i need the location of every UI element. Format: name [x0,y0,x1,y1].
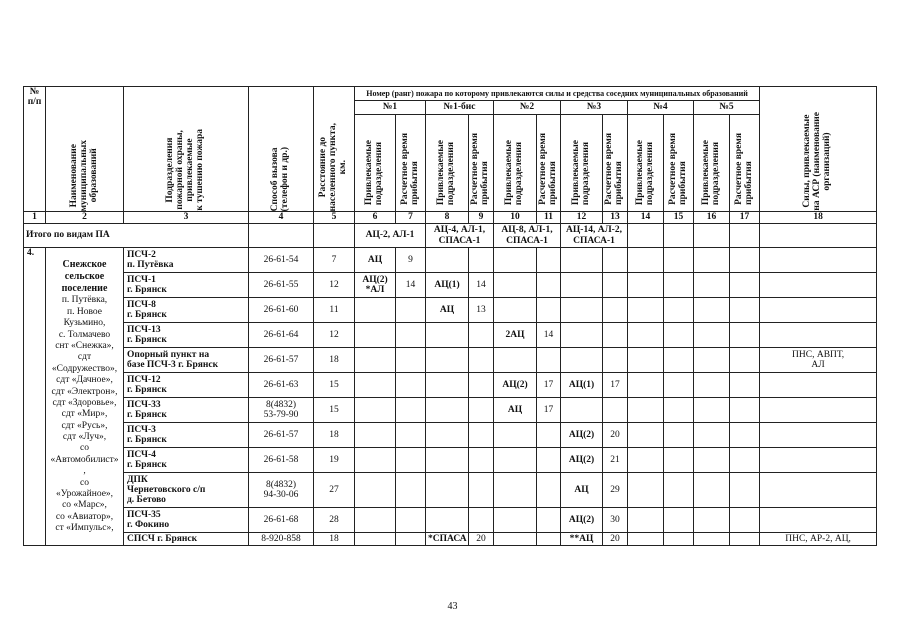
header-rank-group: Номер (ранг) пожара по которому привлекаются силы и средства соседних муниципальных образований [355,87,760,101]
header-rank-3: №3 [561,101,628,114]
sub-units-2: Привлекаемые подразделения [494,114,537,211]
fire-response-table [23,86,877,546]
table-row: 4. Снежское сельское поселение п. Путёвка, п. Новое Кузьмино, с. Толмачево снт «Снежка», сдт «Содружество», сдт «Дачное», сдт «Электрон», сдт «Здоровье», сдт «Мир», сдт «Русь», сдт «Луч», со «Автомобилист» , со «Урожайное», со «Марс», со «Авиатор», ст «Импульс», ПСЧ-2 п. Путёвка 26-61-54 7 АЦ 9 [24,248,877,273]
header-rank-1bis: №1-бис [426,101,494,114]
sub-time-4: Расчетное время прибытия [664,114,694,211]
totals-rank-1: АЦ-2, АЛ-1 [355,224,426,248]
column-numbers-row: 1 2 3 4 5 6 7 8 9 10 11 12 13 14 15 16 17 18 [24,212,877,224]
totals-label: Итого по видам ПА [24,224,249,248]
page-number: 43 [447,601,458,612]
table-row: ДПК Чернетовского с/п д. Бетово 8(4832) 94-30-06 27 АЦ 29 [24,473,877,508]
sub-units-3: Привлекаемые подразделения [561,114,603,211]
table-row: ПСЧ-12 г. Брянск 26-61-63 15 АЦ(2) 17 АЦ(1) 17 [24,373,877,398]
header-rank-2: №2 [494,101,561,114]
header-call-method: Способ вызова (телефон и др.) [249,87,314,212]
table-row: ПСЧ-4 г. Брянск 26-61-58 19 АЦ(2) 21 [24,448,877,473]
header-rank-4: №4 [628,101,694,114]
sub-time-1bis: Расчетное время прибытия [469,114,494,211]
sub-units-1bis: Привлекаемые подразделения [426,114,469,211]
table-row: Опорный пункт на базе ПСЧ-3 г. Брянск 26-61-57 18 ПНС, АВПТ, АЛ [24,348,877,373]
sub-time-2: Расчетное время прибытия [537,114,561,211]
sub-time-5: Расчетное время прибытия [730,114,760,211]
table-row: СПСЧ г. Брянск 8-920-858 18 *СПАСА 20 **АЦ 20 ПНС, АР-2, АЦ, [24,533,877,546]
sub-time-1: Расчетное время прибытия [396,114,426,211]
sub-time-3: Расчетное время прибытия [603,114,628,211]
municipality-settlements: п. Путёвка, п. Новое Кузьмино, с. Толмачево снт «Снежка», сдт «Содружество», сдт «Дачное», сдт «Электрон», сдт «Здоровье», сдт «Мир», сдт «Русь», сдт «Луч», со «Автомобилист» , со «Урожайное», со «Марс», со «Авиатор», ст «Импульс», [50,295,119,534]
header-rank-5: №5 [694,101,760,114]
municipality-title: Снежское сельское поселение [61,259,108,295]
table-row: ПСЧ-8 г. Брянск 26-61-60 11 АЦ 13 [24,298,877,323]
sub-units-4: Привлекаемые подразделения [628,114,664,211]
sub-units-1: Привлекаемые подразделения [355,114,396,211]
municipality-cell [46,248,124,546]
table-row: ПСЧ-33 г. Брянск 8(4832) 53-79-90 15 АЦ 17 [24,398,877,423]
totals-row [24,224,877,248]
header-municipality: Наименование муниципальных образований [46,87,124,212]
table-row: ПСЧ-1 г. Брянск 26-61-55 12 АЦ(2) *АЛ 14 АЦ(1) 14 [24,273,877,298]
header-distance: Расстояние до населенного пункта, км. [314,87,355,212]
table-row: ПСЧ-3 г. Брянск 26-61-57 18 АЦ(2) 20 [24,423,877,448]
sub-units-5: Привлекаемые подразделения [694,114,730,211]
header-asr: Силы, привлекаемые на АСР (наименование организаций) [760,87,877,212]
totals-rank-3: АЦ-14, АЛ-2, СПАСА-1 [561,224,628,248]
header-units: Подразделения пожарной охраны, привлекаемые к тушению пожара [124,87,249,212]
header-rank-1: №1 [355,101,426,114]
table-row: ПСЧ-13 г. Брянск 26-61-64 12 2АЦ 14 [24,323,877,348]
table-row: ПСЧ-35 г. Фокино 26-61-68 28 АЦ(2) 30 [24,508,877,533]
totals-rank-1bis: АЦ-4, АЛ-1, СПАСА-1 [426,224,494,248]
totals-rank-2: АЦ-8, АЛ-1, СПАСА-1 [494,224,561,248]
section-number: 4. [24,248,46,546]
header-number: № п/п [24,87,46,212]
